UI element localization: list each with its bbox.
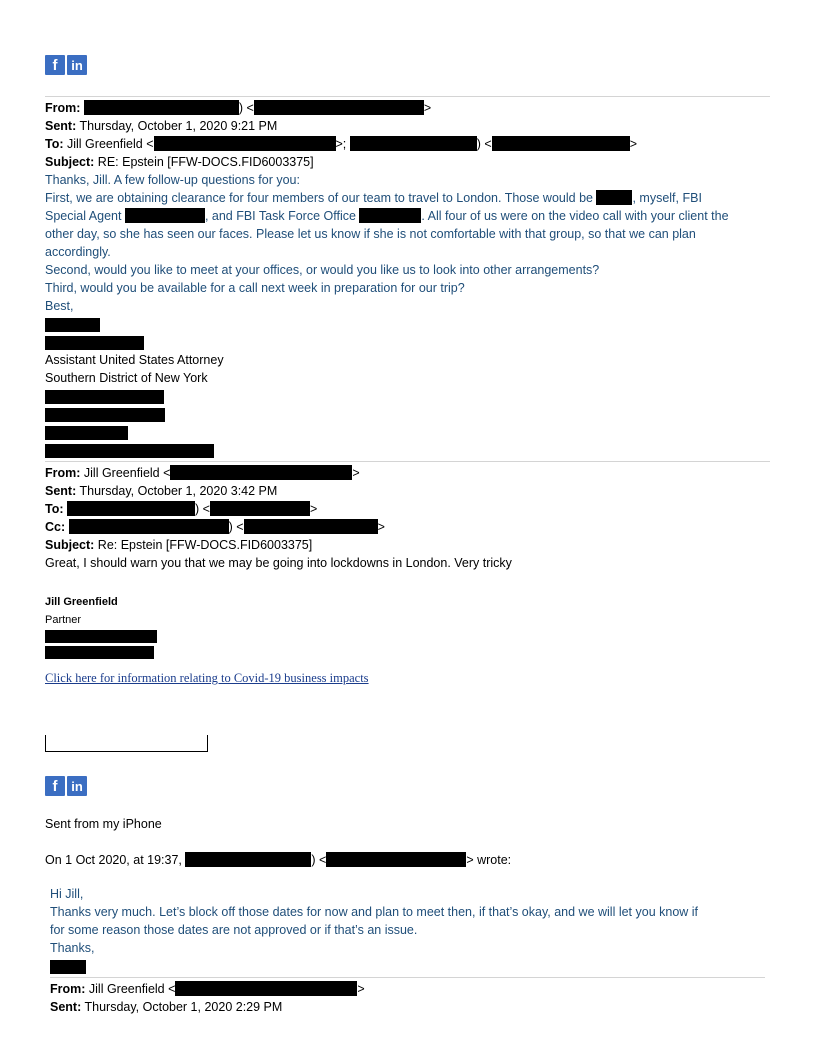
email3-from-line <box>50 980 365 998</box>
email1-paragraph-1-line-1 <box>45 189 702 207</box>
redaction <box>50 960 86 974</box>
linkedin-icon[interactable]: in <box>67 776 87 796</box>
text: Special Agent <box>45 209 122 223</box>
text: , and FBI Task Force Office <box>204 209 356 223</box>
quote-line-2: for some reason those dates are not approved or if that’s an issue. <box>50 923 418 937</box>
email1-paragraph-1-line-4: accordingly. <box>45 245 111 259</box>
text: > wrote: <box>466 853 512 867</box>
subject-value: Re: Epstein [FFW-DOCS.FID6003375] <box>97 538 313 552</box>
redaction <box>125 208 205 223</box>
from-end: > <box>352 466 360 480</box>
email1-paragraph-2: Second, would you like to meet at your offices, or would you like us to look into other arrangements? <box>45 263 600 277</box>
redaction <box>326 852 466 867</box>
redaction <box>45 390 164 404</box>
redaction <box>69 519 229 534</box>
redaction <box>350 136 477 151</box>
sent-label: Sent: <box>50 1000 82 1014</box>
signature-office: Southern District of New York <box>45 371 208 385</box>
text: On 1 Oct 2020, at 19:37, <box>45 853 182 867</box>
from-label: From: <box>45 466 81 480</box>
from-end: > <box>423 101 432 115</box>
from-end: > <box>357 982 365 996</box>
email1-closing: Best, <box>45 299 74 313</box>
quote-greeting: Hi Jill, <box>50 887 84 901</box>
to-end: > <box>629 137 638 151</box>
redaction <box>84 100 239 115</box>
email2-from-line <box>45 464 360 482</box>
subject-label: Subject: <box>45 155 95 169</box>
signature-name: Jill Greenfield <box>45 596 118 608</box>
redaction <box>359 208 421 223</box>
redaction <box>492 136 630 151</box>
linkedin-icon[interactable]: in <box>67 55 87 75</box>
email2-body: Great, I should warn you that we may be going into lockdowns in London. Very tricky <box>45 556 512 570</box>
text: ) < <box>311 853 327 867</box>
text: . All four of us were on the video call with your client the <box>421 209 729 223</box>
redaction <box>45 318 100 332</box>
to-label: To: <box>45 502 64 516</box>
from-name: Jill Greenfield < <box>83 466 171 480</box>
email2-sent-line <box>45 482 277 500</box>
redaction <box>244 519 378 534</box>
to-label: To: <box>45 137 64 151</box>
email1-paragraph-3: Third, would you be available for a call next week in preparation for our trip? <box>45 281 465 295</box>
redaction <box>185 852 311 867</box>
email1-paragraph-1-line-3: other day, so she has seen our faces. Please let us know if she is not comfortable with that group, so that we can plan <box>45 227 696 241</box>
redaction <box>254 100 424 115</box>
sent-value: Thursday, October 1, 2020 9:21 PM <box>79 119 278 133</box>
email1-paragraph-1-line-2 <box>45 207 729 225</box>
redaction <box>175 981 357 996</box>
email1-from-line <box>45 99 431 117</box>
subject-label: Subject: <box>45 538 95 552</box>
redaction <box>45 336 144 350</box>
to-separator: ) < <box>476 137 492 151</box>
email2-cc-line <box>45 518 385 536</box>
to-name: Jill Greenfield < <box>67 137 154 151</box>
cc-label: Cc: <box>45 520 66 534</box>
from-name: Jill Greenfield < <box>88 982 176 996</box>
redaction <box>45 408 165 422</box>
redaction <box>596 190 632 205</box>
from-label: From: <box>45 101 81 115</box>
to-separator: >; <box>335 137 347 151</box>
redaction <box>45 646 154 659</box>
quote-line-1: Thanks very much. Let’s block off those dates for now and plan to meet then, if that’s okay, and we will let you know if <box>50 905 699 919</box>
social-icons-bottom <box>45 776 87 796</box>
divider <box>45 96 770 97</box>
sent-label: Sent: <box>45 484 77 498</box>
email1-sent-line <box>45 117 277 135</box>
from-separator: ) < <box>238 101 254 115</box>
to-separator: ) < <box>195 502 210 516</box>
sent-label: Sent: <box>45 119 77 133</box>
signature-title: Assistant United States Attorney <box>45 353 224 367</box>
cc-end: > <box>377 520 385 534</box>
email3-sent-line <box>50 998 282 1016</box>
redaction <box>45 426 128 440</box>
email2-to-line <box>45 500 317 518</box>
redaction <box>154 136 336 151</box>
signature-title: Partner <box>45 614 82 626</box>
redaction <box>170 465 352 480</box>
divider <box>50 977 765 978</box>
cc-separator: ) < <box>228 520 244 534</box>
redaction <box>45 630 157 643</box>
covid-info-link[interactable]: Click here for information relating to Covid-19 business impacts <box>45 671 369 685</box>
email2-subject-line <box>45 536 312 554</box>
text: , myself, FBI <box>632 191 702 205</box>
to-end: > <box>309 502 318 516</box>
redaction <box>45 444 214 458</box>
email1-subject-line <box>45 153 314 171</box>
facebook-icon[interactable]: f <box>45 55 65 75</box>
divider <box>45 461 770 462</box>
quote-intro <box>45 851 511 869</box>
redaction <box>67 501 195 516</box>
quote-closing: Thanks, <box>50 941 95 955</box>
sent-from-iphone: Sent from my iPhone <box>45 817 162 831</box>
sent-value: Thursday, October 1, 2020 2:29 PM <box>84 1000 283 1014</box>
facebook-icon[interactable]: f <box>45 776 65 796</box>
email1-to-line <box>45 135 637 153</box>
redaction <box>210 501 310 516</box>
sent-value: Thursday, October 1, 2020 3:42 PM <box>79 484 278 498</box>
from-label: From: <box>50 982 86 996</box>
social-icons-top <box>45 55 87 75</box>
subject-value: RE: Epstein [FFW-DOCS.FID6003375] <box>97 155 314 169</box>
email1-greeting: Thanks, Jill. A few follow-up questions for you: <box>45 173 300 187</box>
text: First, we are obtaining clearance for four members of our team to travel to London. Those would be <box>45 191 593 205</box>
empty-box <box>45 735 208 752</box>
